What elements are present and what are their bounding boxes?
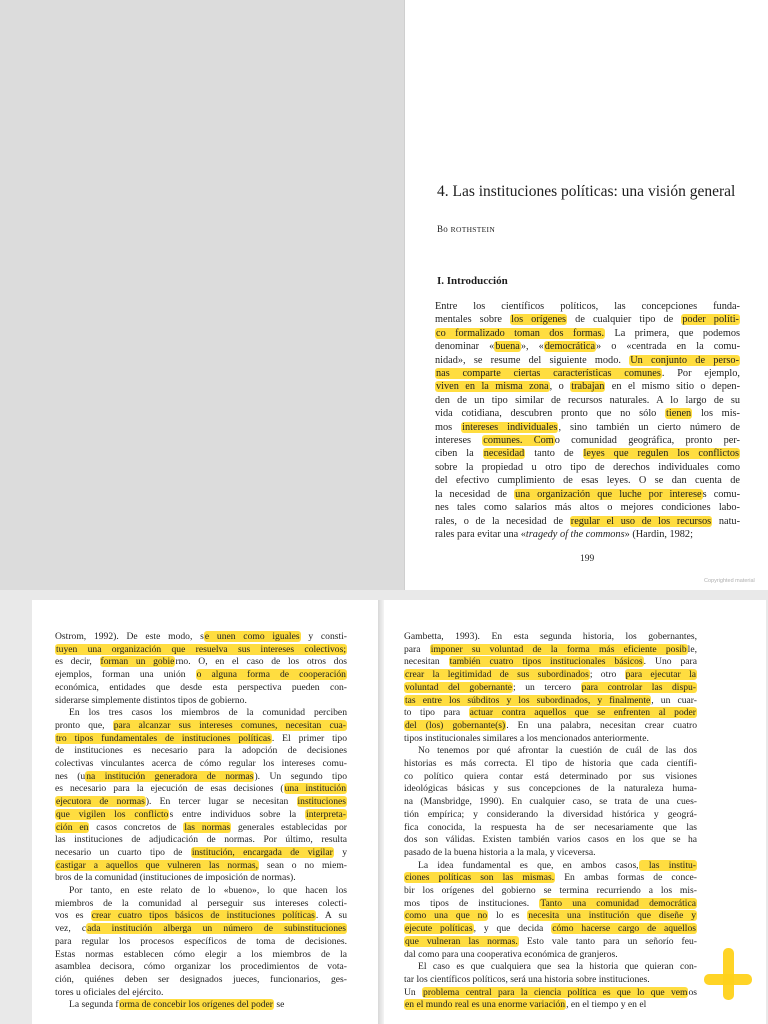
text-line [55,987,347,1000]
text-span: . En una palabra, necesitan crear cuatro [506,719,697,731]
text-line [404,644,697,657]
text-span: ideológicas básicas y sus concepciones de la naturaleza huma- [404,783,697,795]
text-span: colectivas vinculantes acerca de cómo regular los intereses comu- [55,758,347,770]
text-span: . Por ejemplo, [661,368,740,380]
text-line [55,783,347,796]
text-span: , y que decida [473,923,552,935]
text-line [404,783,697,796]
text-line [404,707,697,720]
highlighted-text: tas entre los súbditos y los subordinados, y finalmente [405,694,651,706]
text-line [55,733,347,746]
author-name [437,224,495,234]
text-span: tragedy of the commons [525,528,625,540]
text-span: es decir, [55,656,100,668]
highlighted-text: tuyen una organización que resuelva sus intereses colectivos; [56,643,346,655]
text-line [404,923,697,936]
text-span: asamblea decisora, cómo organizar los procedimientos de vota- [55,961,347,973]
text-span: En los tres casos los miembros de la comunidad perciben [69,707,347,719]
text-span: La primera, que podemos [605,327,741,339]
text-span: ejemplos, forman una unión [55,669,196,681]
text-span: mos [435,421,462,433]
text-span: mentales sobre [435,314,511,326]
text-span: » o «centrada en la comu- [596,341,740,353]
text-line [404,656,697,669]
highlighted-text: interpreta- [306,808,346,820]
highlighted-text: ciones políticas son las mismas. [405,872,555,884]
text-span: tores u oficiales del ejército. [55,986,164,998]
text-span: tanto de [525,448,583,460]
highlighted-text: las institu- [639,859,696,871]
text-span: le, [687,643,697,655]
text-line [55,847,347,860]
highlighted-text: en el mundo real es una enorme variación [405,999,566,1011]
text-span: del efectivo cumplimiento de esas leyes. O se dan cuenta de [435,475,740,487]
text-span: Entre los científicos políticos, las concepciones funda- [435,301,740,312]
highlighted-text: los orígenes [511,314,567,326]
text-span: los mis- [692,408,740,420]
highlighted-text: democrática [544,341,596,353]
text-line [404,847,697,860]
highlighted-text: orma de concebir los orígenes del poder [119,999,274,1011]
text-span: co político quiera contar está determinado por sus visiones [404,770,697,782]
text-span: s entre individuos sobre la [169,808,306,820]
text-span: s comu- [702,488,741,500]
text-line [435,528,740,541]
highlighted-text: del (los) gobernante(s) [405,719,506,731]
text-span: siderarse simplemente distintos tipos de gobierno. [55,694,247,706]
text-line [435,447,740,460]
text-span: sean o no miem- [259,859,347,871]
text-span: las instituciones de adjudicación de normas. Por último, resulta [55,834,347,846]
highlighted-text: ejecute políticas [405,923,473,935]
text-span: ción, quiénes deben ser designados jueces, funcionarios, ges- [55,973,347,985]
text-line [435,367,740,380]
text-span: para [404,643,430,655]
text-span: » (Hardin, 1982; [624,528,693,540]
text-span: », « [520,341,544,353]
text-line [404,872,697,885]
highlighted-text: problema central para la ciencia política es que lo que vem [423,986,688,998]
text-line [435,327,740,340]
text-line [55,631,347,644]
highlighted-text: actuar contra aquellos que se enfrenten al poder [469,707,696,719]
text-line [55,974,347,987]
highlighted-text: nas comparte ciertas características comunes [436,368,661,380]
text-span: intereses [435,435,483,447]
text-line [404,885,697,898]
text-line [404,936,697,949]
text-line [435,300,740,313]
text-line [55,720,347,733]
text-line [404,999,697,1012]
text-line [404,758,697,771]
text-span: ciben la [435,448,483,460]
highlighted-text: institución, encargada de vigilar [191,846,333,858]
highlighted-text: leyes que regulen los conflictos [583,448,739,460]
text-line [55,961,347,974]
highlighted-text: Un conjunto de perso- [630,354,740,366]
text-line [55,796,347,809]
text-span: para regular los procesos específicos de toma de decisiones. [55,935,347,947]
text-span: ; un tercero [513,681,581,693]
text-line [404,961,697,974]
text-line [404,695,697,708]
text-span: tipos institucionales similares a los mencionados anteriormente. [404,732,649,744]
text-span: miembros de la comunidad al perseguir sus intereses colecti- [55,897,347,909]
highlighted-text: voluntad del gobernante [405,681,513,693]
text-span: tar los científicos políticos, será una historia sobre instituciones. [404,973,650,985]
text-span: Gambetta, 1993). En esta segunda historia, los gobernantes, [404,631,697,642]
text-line [435,394,740,407]
text-span: Esto vale tanto para un señorío feu- [518,935,697,947]
highlighted-text: que vigilen los conflicto [56,808,169,820]
text-line [55,834,347,847]
text-line [55,745,347,758]
text-span: Por tanto, en este relato de lo «bueno», lo que hacen los [69,885,347,897]
text-line [404,771,697,784]
text-span: historias es más correcta. El tipo de historia que cada científi- [404,758,697,770]
text-line [435,434,740,447]
highlighted-text: para ejecutar la [625,669,696,681]
text-span: , en el tiempo y en el [566,999,647,1011]
text-line [55,872,347,885]
highlighted-text: ada institución alberga un número de subinstituciones [87,923,346,935]
text-span: es necesario para la ejecución de esas decisiones ( [55,783,284,795]
highlighted-text: poder políti- [682,314,739,326]
text-span: rales para evitar una « [435,528,526,540]
text-span: vez, c [55,923,87,935]
text-line [55,822,347,835]
text-line [404,682,697,695]
highlighted-text: intereses individuales [462,421,558,433]
text-line [55,860,347,873]
highlighted-text: cómo hacerse cargo de aquellos [552,923,696,935]
text-span: necesitan [404,656,449,668]
highlighted-text: imponer su voluntad de la forma más eficiente posib [430,643,687,655]
text-span: denominar « [435,341,495,353]
highlighted-text: que vulneran las normas. [405,935,518,947]
text-span: na (Mansbridge, 1990). En cualquier caso, se trata de una cues- [404,796,697,808]
highlighted-text: Tanto una comunidad democrática [540,897,696,909]
plus-icon[interactable] [704,948,752,1000]
top-page-text [435,300,740,541]
highlighted-text: crear la legitimidad de sus subordinados [405,669,589,681]
text-span: ). Un segundo tipo [254,770,347,782]
text-line [55,656,347,669]
text-line [404,860,697,873]
text-span: necesario un cuarto tipo de [55,846,191,858]
book-gutter [378,600,384,1024]
highlighted-text: viven en la misma zona [436,381,549,393]
text-span: y consti- [300,631,347,642]
text-span: bir los orígenes del gobierno se termina recurriendo a los mis- [404,885,697,897]
text-span: natu- [712,515,741,527]
text-line [435,474,740,487]
text-line [404,910,697,923]
text-span: Un [404,986,423,998]
text-span: rales, o de la necesidad de [435,515,570,527]
highlighted-text: tienen [666,408,692,420]
text-line [435,380,740,393]
text-span: de instituciones es necesario para la adopción de decisiones [55,745,347,757]
text-span: la necesidad de [435,488,515,500]
text-line [404,631,697,644]
text-line [404,796,697,809]
text-line [435,354,740,367]
text-span: Ostrom, 1992). De este modo, s [55,631,204,642]
highlighted-text: buena [495,341,520,353]
text-line [435,340,740,353]
text-span: casos concretos de [89,821,184,833]
highlighted-text: una organización que luche por interese [515,488,702,500]
text-span: . A su [315,910,347,922]
highlighted-text: también cuatro tipos institucionales básicos [449,656,643,668]
text-span: nes tales como salarios más altos o mejores condiciones labo- [435,502,740,514]
text-span: vida cotidiana, descubren pronto que no sólo [435,408,666,420]
highlighted-text: ción en [56,821,89,833]
text-line [55,771,347,784]
text-span: ). En tercer lugar se necesitan [145,796,297,808]
highlighted-text: ejecutora de normas [56,796,145,808]
highlighted-text: na institución generadora de normas [86,770,254,782]
text-line [55,910,347,923]
highlighted-text: e unen como iguales [204,631,300,642]
text-line [435,488,740,501]
text-span: La idea fundamental es que, en ambos casos, [418,859,639,871]
highlighted-text: co formalizado toman dos formas. [436,327,605,339]
text-span: , un cuar- [651,694,697,706]
text-span: , sino también un cierto número de [558,421,740,433]
author-last-name: ROTHSTEIN [450,225,496,234]
text-span: bros de la comunidad (instituciones de imposición de normas). [55,872,296,884]
text-line [435,515,740,528]
blank-gray-area [0,0,404,590]
text-span: o comunidad geográfica, pronto per- [554,435,740,447]
text-line [404,974,697,987]
text-span: El caso es que cualquiera que sea la historia que quieran con- [418,961,697,973]
text-span: ; otro [589,669,625,681]
text-line [55,923,347,936]
text-span: . Uno para [643,656,698,668]
text-span: se [274,999,285,1011]
text-span: nidad», se resume del siguiente modo. [435,354,630,366]
copyright-notice: Copyrighted material [704,578,755,584]
text-line [55,758,347,771]
text-span: económica, entidades que desde esta perspectiva pueden con- [55,681,347,693]
text-line [55,809,347,822]
text-span: generales establecidas por [231,821,347,833]
highlighted-text: crear cuatro tipos básicos de instituciones políticas [91,910,315,922]
text-span: La segunda f [69,999,119,1011]
text-line [435,407,740,420]
right-page-text [404,631,697,1012]
page-number: 199 [580,554,595,564]
text-span: os [688,986,698,998]
text-span: Estas normas establecen cómo elegir a los miembros de la [55,948,347,960]
text-line [404,987,697,1000]
highlighted-text: comunes. Com [483,435,554,447]
text-line [55,707,347,720]
text-line [55,695,347,708]
highlighted-text: regular el uso de los recursos [570,515,712,527]
text-line [55,999,347,1012]
author-first-name: Bo [437,224,449,234]
text-span: dos son válidas. Existen también varios casos en los que se ha [404,834,697,846]
highlighted-text: trabajan [571,381,605,393]
text-span: , o [549,381,571,393]
text-span: sobre la propiedad u otro tipo de derechos individuales como [435,461,740,473]
highlighted-text: una institución [284,783,346,795]
text-line [55,936,347,949]
highlighted-text: como una que no [405,910,488,922]
chapter-title: 4. Las instituciones políticas: una visión general [437,183,736,200]
text-span: . El primer tipo [271,732,347,744]
text-line [404,669,697,682]
text-line [404,745,697,758]
highlighted-text: necesidad [483,448,525,460]
text-span: tión empírica; y considerando la diversidad histórica y geográ- [404,808,697,820]
text-line [55,682,347,695]
text-span: de cualquier tipo de [567,314,682,326]
text-line [55,644,347,657]
text-span: No tenemos por qué afrontar la cuestión de cuál de las dos [418,745,697,757]
text-line [435,461,740,474]
text-line [404,809,697,822]
text-line [404,822,697,835]
text-line [55,898,347,911]
text-line [404,720,697,733]
highlighted-text: forman un gobie [100,656,175,668]
text-line [404,733,697,746]
text-line [404,898,697,911]
highlighted-text: o alguna forma de cooperación [196,669,346,681]
highlighted-text: necesita una institución que diseñe y [528,910,697,922]
highlighted-text: las normas [184,821,231,833]
highlighted-text: tro tipos fundamentales de instituciones políticas [56,732,271,744]
text-line [435,501,740,514]
highlighted-text: instituciones [297,796,346,808]
text-span: rno. O, en el caso de los otros dos [175,656,347,668]
highlighted-text: castigar a aquellos que vulneren las normas, [56,859,259,871]
highlighted-text: para alcanzar sus intereses comunes, necesitan cua- [113,719,346,731]
text-line [404,949,697,962]
text-line [404,834,697,847]
text-line [55,885,347,898]
left-page-text [55,631,347,1012]
highlighted-text: para controlar las dispu- [581,681,696,693]
text-span: mos tipos de instituciones. [404,897,540,909]
text-span: fica conocida, la respuesta ha de ser necesariamente que las [404,821,697,833]
text-line [55,669,347,682]
text-span: to tipo para [404,707,469,719]
text-span: en el mismo sitio o depen- [605,381,741,393]
text-span: y [333,846,347,858]
text-span: pronto que, [55,719,113,731]
text-span: dal como para una cooperativa económica de granjeros. [404,948,618,960]
text-line [55,949,347,962]
section-heading: I. Introducción [437,275,508,287]
text-span: den de un tipo similar de recursos naturales. A lo largo de su [435,394,740,406]
text-span: nes (u [55,770,86,782]
text-span: pasado de la buena historia a la mala, y viceversa. [404,846,596,858]
text-line [435,313,740,326]
text-span: lo es [488,910,528,922]
text-line [435,421,740,434]
text-span: En ambas formas de conce- [555,872,697,884]
text-span: vos es [55,910,91,922]
